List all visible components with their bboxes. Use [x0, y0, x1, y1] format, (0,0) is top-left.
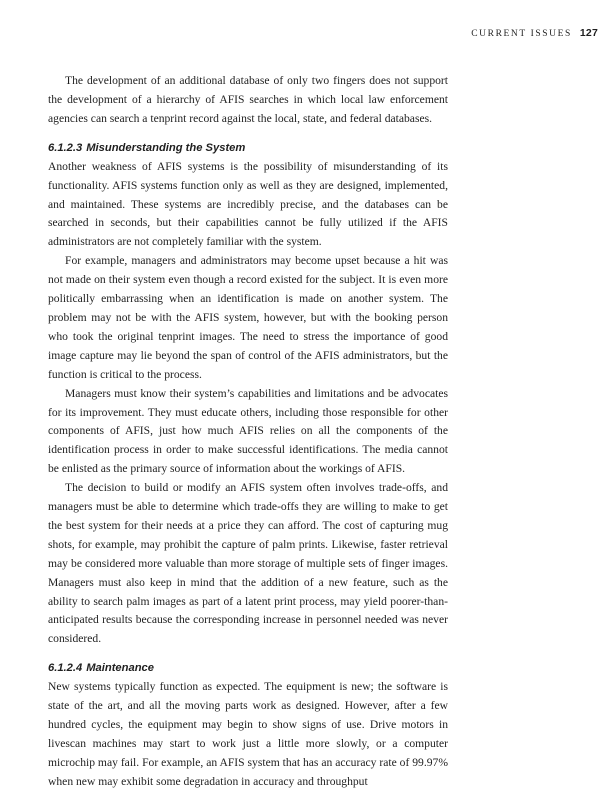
section-title: Misunderstanding the System — [86, 141, 246, 154]
page-number: 127 — [579, 27, 598, 39]
paragraph: New systems typically function as expected. The equipment is new; the software is state of the art, and all the moving parts work as designed. However, after a few hundred cycles, the equipment may begin to show signs of use. Drive motors in livescan machines may start to work just a little more slowly, or a computer microchip may fail. For example, an AFIS system that has an accuracy rate of 99.97% when new may exhibit some degradation in accuracy and throughput — [48, 680, 448, 788]
section-number: 6.1.2.4 — [48, 662, 83, 675]
running-header — [471, 27, 598, 40]
paragraph: Another weakness of AFIS systems is the possibility of misunderstanding of its functionality. AFIS systems function only as well as they are designed, implemented, and maintained. These systems are incredibly precise, and the databases can be searched in seconds, but their capabilities cannot be fully utilized if the AFIS administrators are not completely familiar with the system. — [48, 159, 448, 249]
section-title: Maintenance — [86, 662, 154, 675]
paragraph: The decision to build or modify an AFIS system often involves trade-offs, and managers must be able to determine which trade-offs they are willing to make to get the best system for their needs at a price they can afford. The cost of capturing mug shots, for example, may prohibit the capture of palm prints. Likewise, faster retrieval may be considered more valuable than more storage of multiple sets of finger images. Managers must also keep in mind that the addition of a new feature, such as the ability to search palm images as part of a latent print process, may yield poorer-than-anticipated results because the corresponding increase in personnel needed was never considered. — [48, 481, 448, 646]
page-body — [48, 72, 448, 792]
intro-paragraph: The development of an additional database of only two fingers does not support the development of a hierarchy of AFIS searches in which local law enforcement agencies can search a tenprint record against the local, state, and federal databases. — [48, 74, 448, 125]
running-header-section: CURRENT ISSUES — [471, 29, 572, 39]
section-heading-6-1-2-4 — [48, 661, 448, 676]
paragraph: For example, managers and administrators may become upset because a hit was not made on their system even though a record existed for the subject. It is even more politically embarrassing when an identification is made on another system. The problem may not be with the AFIS system, however, but with the booking person who took the original tenprint images. The need to stress the importance of good image capture may lie beyond the span of control of the AFIS administrators, but the function is critical to the process. — [48, 254, 448, 381]
section-number: 6.1.2.3 — [48, 141, 83, 154]
section-heading-6-1-2-3 — [48, 141, 448, 156]
paragraph: Managers must know their system’s capabilities and limitations and be advocates for its improvement. They must educate others, including those responsible for other components of AFIS, just how much AFIS relies on all the components of the identification process in order to make successful identifications. The media cannot be enlisted as the primary source of information about the workings of AFIS. — [48, 386, 448, 476]
